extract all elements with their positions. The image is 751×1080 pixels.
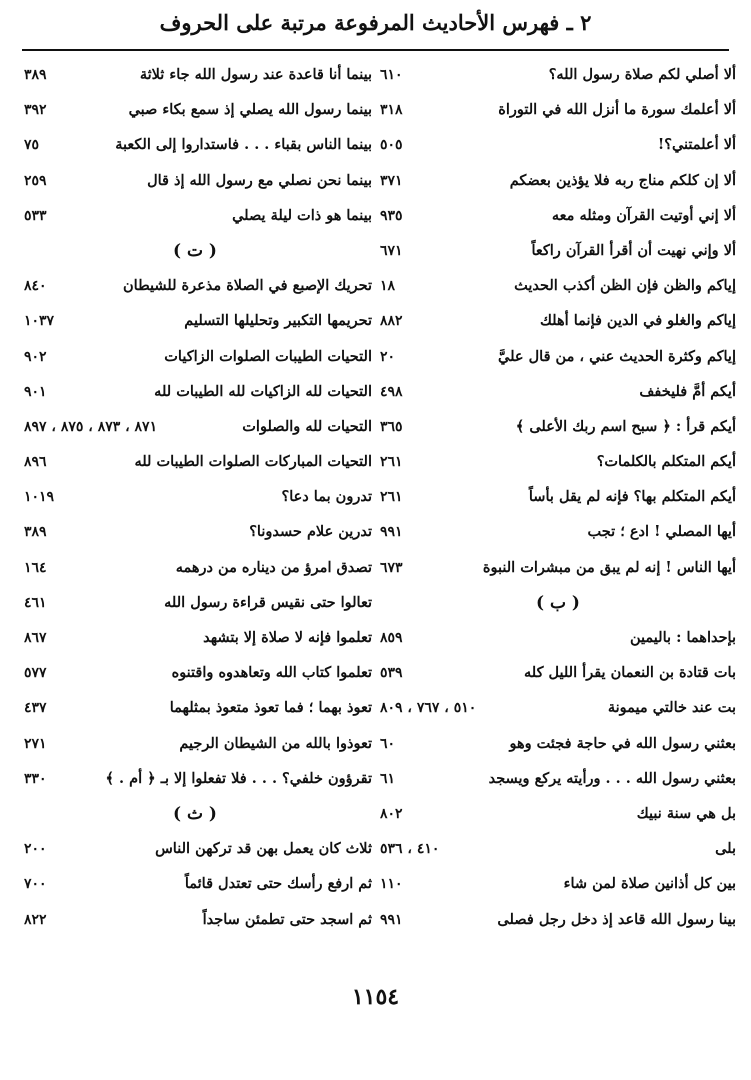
index-entry	[380, 95, 736, 130]
hadith-text: تدرون بما دعا؟	[281, 488, 372, 506]
hadith-number: ٩٣٥	[380, 207, 403, 224]
hadith-text: أيكم المتكلم بها؟ فإنه لم يقل بأساً	[528, 488, 736, 506]
letter-heading	[18, 236, 372, 271]
index-entry	[380, 377, 736, 412]
right-column	[380, 60, 736, 940]
hadith-text: ثلاث كان يعمل بهن قد تركهن الناس	[155, 840, 372, 858]
hadith-number: ٩٩١	[380, 524, 403, 541]
index-entry	[380, 60, 736, 95]
hadith-number: ٣٧١	[380, 172, 403, 189]
index-entry	[18, 412, 372, 447]
letter-heading-text: ( ث )	[173, 803, 217, 824]
hadith-number: ٢٥٩	[24, 172, 47, 189]
hadith-number: ٧٥	[24, 137, 40, 154]
index-entry	[18, 130, 372, 165]
hadith-text: تحريك الإصبع في الصلاة مذعرة للشيطان	[123, 277, 372, 295]
hadith-text: بينما رسول الله يصلي إذ سمع بكاء صبي	[128, 101, 372, 119]
index-entry	[18, 553, 372, 588]
hadith-number: ٥٣٣	[24, 207, 47, 224]
hadith-number: ١٨	[380, 278, 396, 295]
left-column	[18, 60, 372, 940]
hadith-number: ١١٠	[380, 876, 403, 893]
index-entry	[380, 623, 736, 658]
index-entry	[18, 60, 372, 95]
hadith-text: تعالوا حتى نقيس قراءة رسول الله	[164, 593, 372, 611]
hadith-text: أيكم قرأ : ﴿ سبح اسم ربك الأعلى ﴾	[515, 417, 736, 435]
hadith-text: أيكم أمَّ فليخفف	[639, 382, 736, 400]
hadith-number: ٣٦٥	[380, 418, 403, 435]
hadith-number: ٩٠١	[24, 383, 47, 400]
header-divider	[22, 49, 729, 51]
page-number: ١١٥٤	[351, 984, 400, 1010]
index-entry	[18, 447, 372, 482]
hadith-number: ١٦٤	[24, 559, 47, 576]
hadith-text: ألا وإني نهيت أن أقرأ القرآن راكعاً	[531, 241, 736, 259]
index-entry	[380, 236, 736, 271]
hadith-text: تعلموا كتاب الله وتعاهدوه واقتنوه	[171, 664, 372, 682]
index-entry	[380, 869, 736, 904]
hadith-number: ٨٤٠	[24, 278, 47, 295]
index-entry	[380, 412, 736, 447]
hadith-number: ٨٩٦	[24, 454, 47, 471]
hadith-text: التحيات لله والصلوات	[242, 417, 372, 435]
hadith-number: ٨٥٩	[380, 630, 403, 646]
index-entry	[380, 764, 736, 799]
index-entry	[18, 271, 372, 306]
hadith-text: تحريمها التكبير وتحليلها التسليم	[184, 312, 372, 330]
index-entry	[380, 482, 736, 517]
hadith-text: بإحداهما : باليمين	[630, 629, 736, 646]
hadith-text: بينما الناس بقباء . . . فاستداروا إلى الكعبة	[115, 136, 372, 154]
hadith-number: ٤٦١	[24, 594, 47, 611]
hadith-text: بينا رسول الله قاعد إذ دخل رجل فصلى	[497, 910, 736, 928]
hadith-text: تدرين علام حسدونا؟	[249, 523, 372, 541]
hadith-number: ٥٣٩	[380, 665, 403, 682]
hadith-number: ١٠٣٧	[24, 313, 55, 330]
index-entry	[380, 729, 736, 764]
hadith-number: ٢٦١	[380, 489, 403, 506]
hadith-number: ٥١٠ ، ٧٦٧ ، ٨٠٩	[380, 700, 477, 717]
hadith-number: ٦١	[380, 770, 396, 787]
hadith-text: بينما هو ذات ليلة يصلي	[232, 206, 372, 224]
index-entry	[18, 869, 372, 904]
letter-heading	[380, 588, 736, 623]
page-title: ٢ ـ فهرس الأحاديث المرفوعة مرتبة على الحروف	[159, 10, 592, 35]
hadith-number: ٢٧١	[24, 735, 47, 752]
hadith-number: ٥٧٧	[24, 665, 47, 682]
hadith-text: ألا أعلمتني؟!	[657, 136, 736, 154]
index-entry	[380, 693, 736, 728]
hadith-number: ٨٢٢	[24, 911, 47, 928]
hadith-number: ٤٩٨	[380, 383, 403, 400]
hadith-text: تعوذ بهما ؛ فما تعوذ متعوذ بمثلهما	[169, 699, 372, 717]
hadith-number: ٢٦١	[380, 454, 403, 471]
hadith-number: ٩٠٢	[24, 348, 47, 365]
index-entry	[18, 729, 372, 764]
index-entry	[380, 342, 736, 377]
hadith-number: ٩٩١	[380, 911, 403, 928]
index-entry	[380, 905, 736, 940]
hadith-text: تعوذوا بالله من الشيطان الرجيم	[179, 734, 372, 752]
hadith-text: بين كل أذانين صلاة لمن شاء	[563, 875, 736, 893]
hadith-number: ٨٦٧	[24, 630, 47, 646]
index-entry	[380, 517, 736, 552]
index-entry	[18, 623, 372, 658]
index-entry	[380, 834, 736, 869]
index-entry	[380, 447, 736, 482]
index-entry	[18, 517, 372, 552]
index-entry	[380, 166, 736, 201]
hadith-text: بات قتادة بن النعمان يقرأ الليل كله	[524, 664, 736, 682]
hadith-text: ألا إن كلكم مناج ربه فلا يؤذين بعضكم	[509, 171, 736, 189]
hadith-text: أيكم المتكلم بالكلمات؟	[596, 453, 736, 471]
hadith-text: ألا أصلي لكم صلاة رسول الله؟	[548, 66, 736, 83]
index-entry	[380, 799, 736, 834]
hadith-number: ٥٠٥	[380, 137, 403, 154]
index-entry	[18, 166, 372, 201]
hadith-number: ٣٨٩	[24, 67, 47, 83]
hadith-text: بلى	[715, 840, 736, 858]
index-entry	[18, 342, 372, 377]
hadith-number: ٣٣٠	[24, 770, 47, 787]
hadith-text: تصدق امرؤ من ديناره من درهمه	[175, 558, 372, 576]
index-entry	[380, 271, 736, 306]
hadith-text: ألا إني أوتيت القرآن ومثله معه	[551, 206, 736, 224]
hadith-text: ثم ارفع رأسك حتى تعتدل قائماً	[184, 875, 372, 893]
index-entry	[18, 482, 372, 517]
hadith-text: بعثني رسول الله في حاجة فجئت وهو	[509, 734, 736, 752]
hadith-number: ٢٠٠	[24, 841, 47, 858]
hadith-number: ٣٨٩	[24, 524, 47, 541]
hadith-text: أيها الناس ! إنه لم يبق من مبشرات النبوة	[482, 558, 736, 576]
hadith-number: ٤٣٧	[24, 700, 47, 717]
hadith-number: ٦٠	[380, 735, 396, 752]
index-entry	[380, 201, 736, 236]
hadith-text: بت عند خالتي ميمونة	[607, 699, 736, 717]
hadith-number: ٦١٠	[380, 67, 403, 83]
index-entry	[18, 201, 372, 236]
letter-heading-text: ( ت )	[173, 240, 217, 261]
hadith-text: ثم اسجد حتى تطمئن ساجداً	[202, 910, 372, 928]
index-entry	[380, 658, 736, 693]
hadith-text: تعلموا فإنه لا صلاة إلا بتشهد	[203, 629, 372, 646]
hadith-number: ٦٧٣	[380, 559, 403, 576]
index-entry	[18, 658, 372, 693]
index-entry	[380, 306, 736, 341]
letter-heading-text: ( ب )	[536, 592, 580, 613]
hadith-text: ألا أعلمك سورة ما أنزل الله في التوراة	[498, 101, 736, 119]
hadith-text: التحيات لله الزاكيات لله الطيبات لله	[154, 382, 372, 400]
index-entry	[18, 834, 372, 869]
hadith-number: ٣٩٢	[24, 102, 47, 119]
index-entry	[18, 693, 372, 728]
hadith-text: التحيات الطيبات الصلوات الزاكيات	[164, 347, 372, 365]
hadith-number: ٨٠٢	[380, 805, 403, 822]
index-entry	[18, 95, 372, 130]
hadith-text: إياكم والغلو في الدين فإنما أهلك	[539, 312, 736, 330]
hadith-number: ٦٧١	[380, 242, 403, 259]
index-entry	[18, 377, 372, 412]
hadith-number: ٨٧١ ، ٨٧٣ ، ٨٧٥ ، ٨٩٧	[24, 418, 158, 435]
hadith-text: التحيات المباركات الصلوات الطيبات لله	[134, 453, 372, 471]
letter-heading	[18, 799, 372, 834]
hadith-text: إياكم وكثرة الحديث عني ، من قال عليَّ	[498, 347, 736, 365]
index-entry	[18, 306, 372, 341]
hadith-number: ٨٨٢	[380, 313, 403, 330]
hadith-text: بعثني رسول الله . . . ورأيته يركع ويسجد	[488, 769, 736, 787]
hadith-number: ٢٠	[380, 348, 396, 365]
hadith-text: إياكم والظن فإن الظن أكذب الحديث	[514, 277, 736, 295]
hadith-text: أيها المصلي ! ادع ؛ تجب	[587, 523, 736, 541]
hadith-text: بينما أنا قاعدة عند رسول الله جاء ثلاثة	[139, 66, 372, 83]
hadith-number: ١٠١٩	[24, 489, 55, 506]
index-entry	[380, 130, 736, 165]
hadith-number: ٣١٨	[380, 102, 403, 119]
index-entry	[380, 553, 736, 588]
hadith-number: ٧٠٠	[24, 876, 47, 893]
hadith-text: بينما نحن نصلي مع رسول الله إذ قال	[147, 171, 372, 189]
index-entry	[18, 905, 372, 940]
index-entry	[18, 764, 372, 799]
hadith-number: ٤١٠ ، ٥٣٦	[380, 841, 440, 858]
hadith-text: بل هي سنة نبيك	[636, 804, 736, 822]
hadith-text: تقرؤون خلفي؟ . . . فلا تفعلوا إلا بـ ﴿ أم . ﴾	[105, 769, 372, 787]
index-entry	[18, 588, 372, 623]
